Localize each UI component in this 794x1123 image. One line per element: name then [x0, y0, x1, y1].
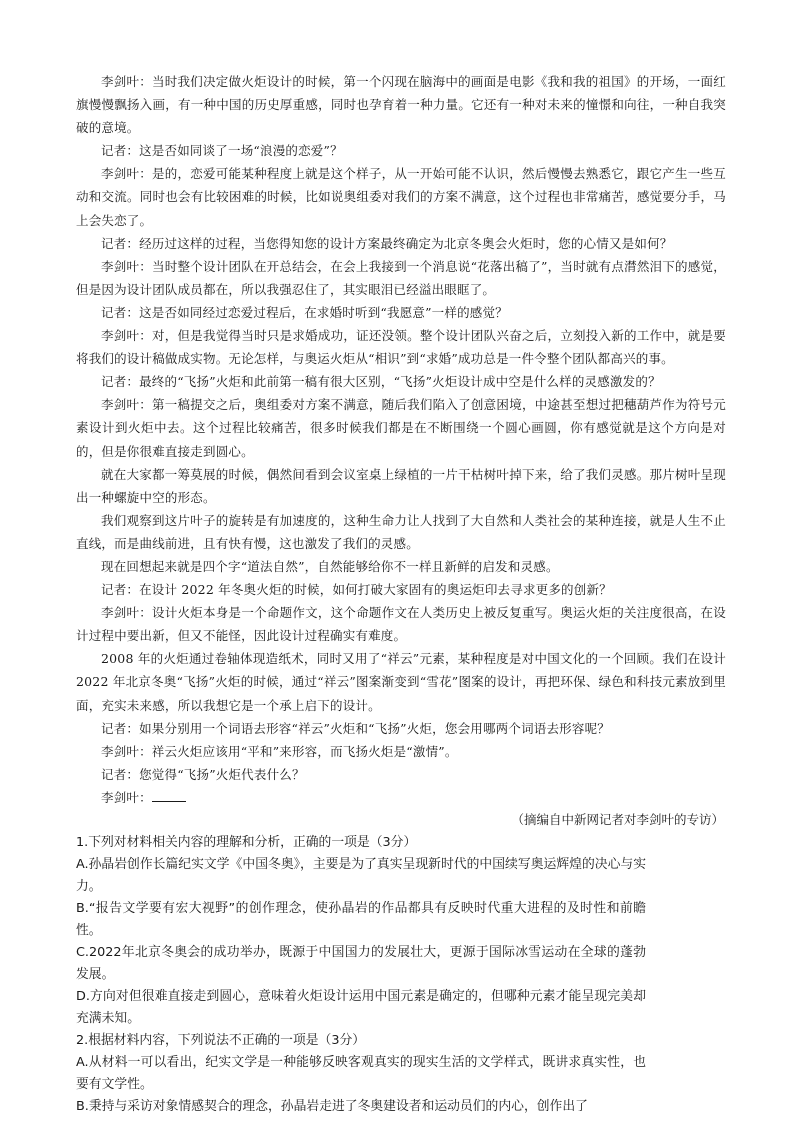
answer-line — [76, 786, 726, 809]
option-b: B.秉持与采访对象情感契合的理念，孙晶岩走进了冬奥建设者和运动员们的内心，创作出了 — [76, 1099, 588, 1114]
question-stem: 2.根据材料内容，下列说法不正确的一项是（3分） — [76, 1033, 366, 1048]
paragraph: 李剑叶：当时整个设计团队在开总结会，在会上我接到一个消息说“花落出稿了”，当时就有点潸然泪下的感觉，但是因为设计团队成员都在，所以我强忍住了，其实眼泪已经溢出眼眶了。 — [76, 258, 726, 297]
paragraph: 李剑叶：对，但是我觉得当时只是求婚成功，证还没领。整个设计团队兴奋之后，立刻投入新的工作中，就是要将我们的设计稿做成实物。无论怎样，与奥运火炬从“相识”到“求婚”成功总是一件令整个团队都高兴的事。 — [76, 328, 726, 367]
option-a: A.孙晶岩创作长篇纪实文学《中国冬奥》，主要是为了真实呈现新时代的中国续写奥运辉煌的决心与实力。 — [76, 857, 646, 894]
question-stem: 1.下列对材料相关内容的理解和分析，正确的一项是（3分） — [76, 835, 417, 850]
option-b: B.“报告文学要有宏大视野”的创作理念，使孙晶岩的作品都具有反映时代重大进程的及时性和前瞻性。 — [76, 901, 646, 938]
paragraph: 李剑叶：是的，恋爱可能某种程度上就是这个样子，从一开始可能不认识，然后慢慢去熟悉它，跟它产生一些互动和交流。同时也会有比较困难的时候，比如说奥组委对我们的方案不满意，这个过程也非常痛苦，感觉要分手，马上会失恋了。 — [76, 166, 726, 228]
paragraph: 我们观察到这片叶子的旋转是有加速度的，这种生命力让人找到了大自然和人类社会的某种连接，就是人生不止直线，而是曲线前进，且有快有慢，这也激发了我们的灵感。 — [76, 512, 726, 551]
paragraph: 现在回想起来就是四个字“道法自然”，自然能够给你不一样且新鲜的启发和灵感。 — [101, 558, 559, 574]
paragraph: 记者：这是否如同经过恋爱过程后，在求婚时听到“我愿意”一样的感觉？ — [101, 304, 508, 320]
interview-body — [76, 70, 726, 809]
paragraph: 李剑叶：当时我们决定做火炬设计的时候，第一个闪现在脑海中的画面是电影《我和我的祖国》的开场，一面红旗慢慢飘扬入画，有一种中国的历史厚重感，同时也孕育着一种力量。它还有一种对未来的憧憬和向往，一种自我突破的意境。 — [76, 74, 726, 136]
paragraph: 就在大家都一筹莫展的时候，偶然间看到会议室桌上绿植的一片干枯树叶掉下来，给了我们灵感。那片树叶呈现出一种螺旋中空的形态。 — [76, 466, 726, 505]
document-page — [76, 70, 726, 1118]
paragraph: 李剑叶：第一稿提交之后，奥组委对方案不满意，随后我们陷入了创意困境，中途甚至想过把穗葫芦作为符号元素设计到火炬中去。这个过程比较痛苦，很多时候我们都是在不断围绕一个圆心画圆，你有感觉就是这个方向是对的，但是你很难直接走到圆心。 — [76, 397, 726, 459]
paragraph: 记者：最终的“飞扬”火炬和此前第一稿有很大区别，“飞扬”火炬设计成中空是什么样的灵感激发的？ — [101, 374, 661, 390]
source-citation: （摘编自中新网记者对李剑叶的专访） — [511, 812, 724, 827]
paragraph: 李剑叶：祥云火炬应该用“平和”来形容，而飞扬火炬是“激情”。 — [101, 743, 458, 759]
paragraph: 记者：经历过这样的过程，当您得知您的设计方案最终确定为北京冬奥会火炬时，您的心情又是如何？ — [101, 235, 673, 251]
paragraph: 李剑叶：设计火炬本身是一个命题作文，这个命题作文在人类历史上被反复重写。奥运火炬的关注度很高，在设计过程中要出新，但又不能怪，因此设计过程确实有难度。 — [76, 605, 726, 644]
option-a: A.从材料一可以看出，纪实文学是一种能够反映客观真实的现实生活的文学样式，既讲求真实性，也要有文学性。 — [76, 1055, 646, 1092]
paragraph: 记者：在设计 2022 年冬奥火炬的时候，如何打破大家固有的奥运炬印去寻求更多的创新？ — [101, 582, 612, 598]
questions-section — [76, 832, 646, 1118]
option-c: C.2022年北京冬奥会的成功举办，既源于中国国力的发展壮大，更源于国际冰雪运动在全球的蓬勃发展。 — [76, 945, 646, 982]
paragraph: 记者：如果分别用一个词语去形容“祥云”火炬和“飞扬”火炬，您会用哪两个词语去形容呢？ — [101, 720, 610, 736]
answer-blank — [152, 787, 186, 802]
paragraph: 记者：您觉得“飞扬”火炬代表什么？ — [101, 766, 305, 782]
speaker-label: 李剑叶： — [101, 789, 152, 805]
option-d: D.方向对但很难直接走到圆心，意味着火炬设计运用中国元素是确定的，但哪种元素才能呈现完美却充满未知。 — [76, 989, 646, 1026]
paragraph: 2008 年的火炬通过卷轴体现造纸术，同时又用了“祥云”元素，某种程度是对中国文化的一个回顾。我们在设计 2022 年北京冬奥“飞扬”火炬的时候，通过“祥云”图案渐变到“雪花”图案的设计，再把环保、绿色和科技元素放到里面，充实未来感，所以我想它是一个承上启下的设计。 — [76, 651, 726, 713]
paragraph: 记者：这是否如同谈了一场“浪漫的恋爱”？ — [101, 143, 343, 159]
